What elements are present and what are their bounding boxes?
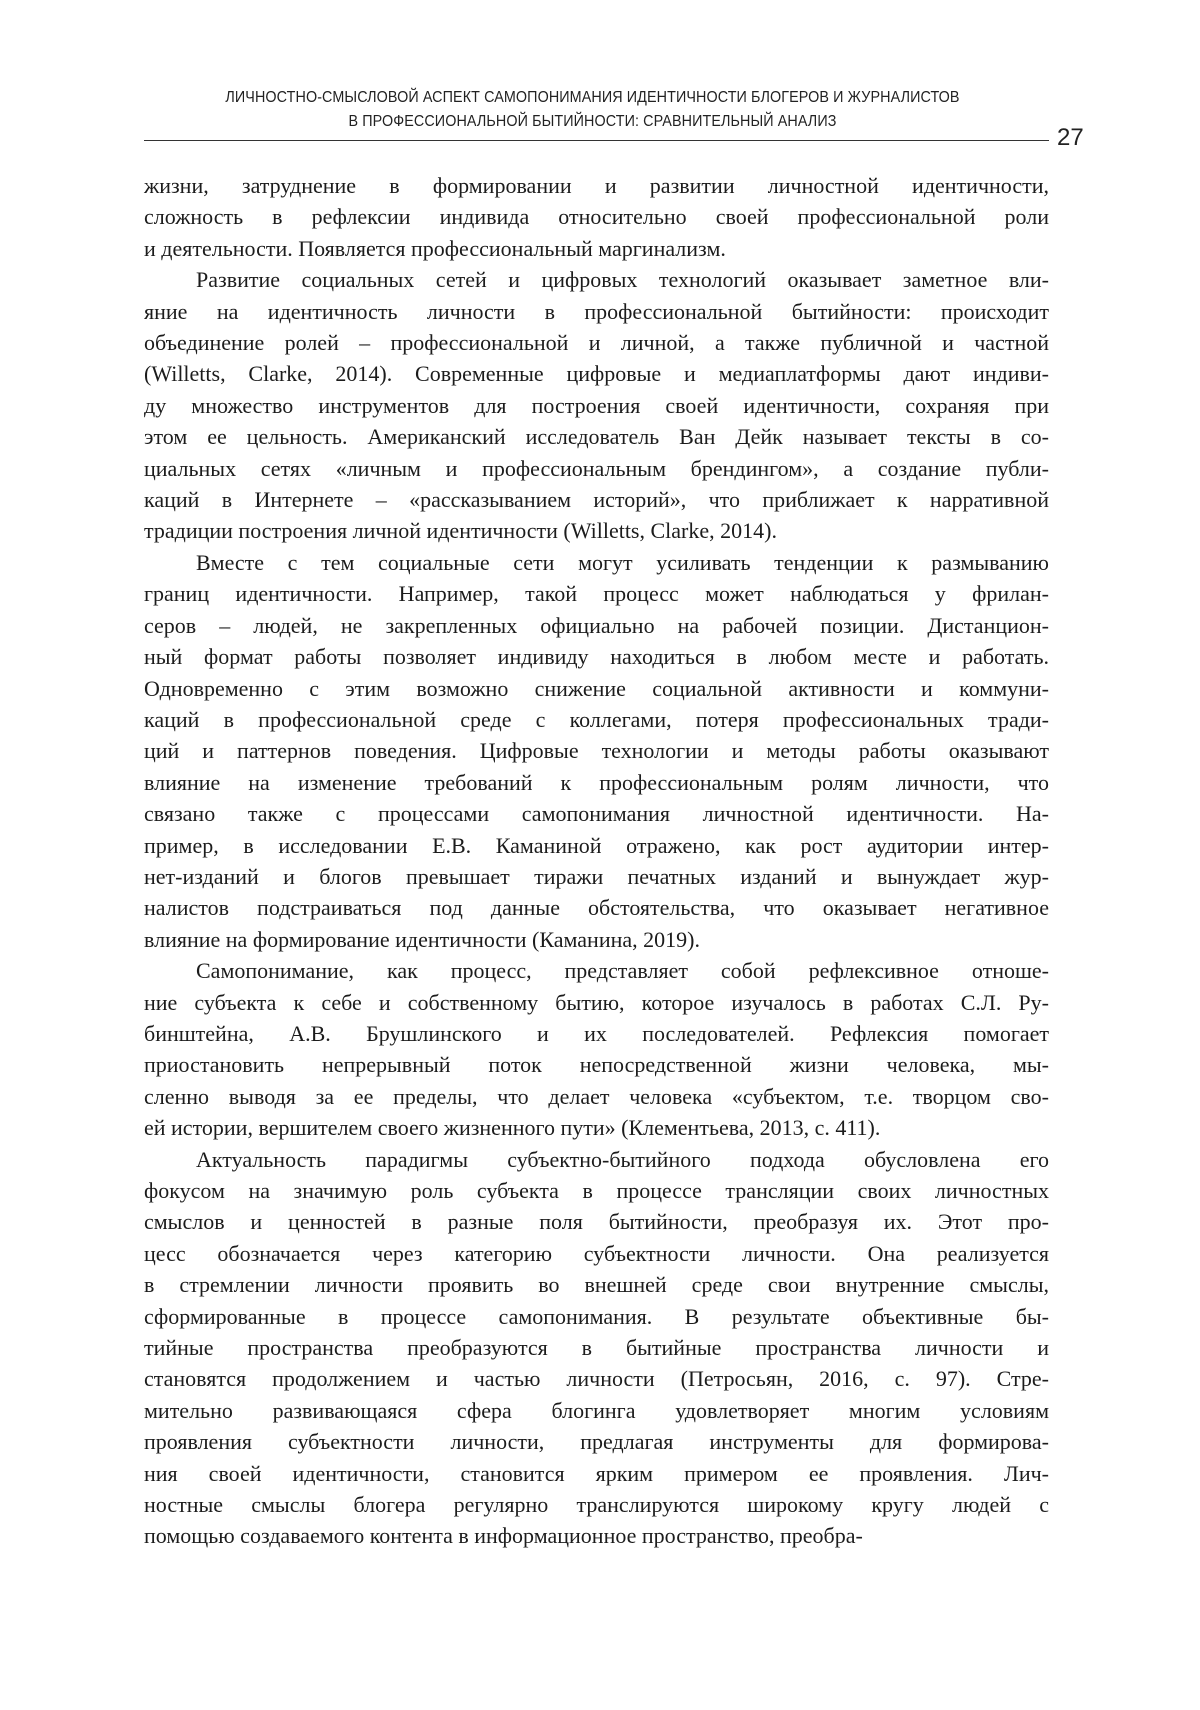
header-rule	[144, 140, 1049, 141]
text-line: сложность в рефлексии индивида относительно своей профессиональной роли	[144, 204, 1049, 230]
text-line: ей истории, вершителем своего жизненного пути» (Клементьева, 2013, с. 411).	[144, 1115, 881, 1141]
paragraph-2	[144, 264, 1049, 547]
text-line: ду множество инструментов для построения своей идентичности, сохраняя при	[144, 392, 1049, 418]
text-line: (Willetts, Clarke, 2014). Современные цифровые и медиаплатформы дают индиви-	[144, 361, 1049, 387]
text-line: влияние на изменение требований к профессиональным ролям личности, что	[144, 769, 1049, 795]
text-line: в стремлении личности проявить во внешней среде свои внутренние смыслы,	[144, 1272, 1049, 1298]
text-line: традиции построения личной идентичности (Willetts, Clarke, 2014).	[144, 518, 777, 544]
text-line: помощью создаваемого контента в информационное пространство, преобра-	[144, 1523, 863, 1549]
running-head-line-1: ЛИЧНОСТНО-СМЫСЛОВОЙ АСПЕКТ САМОПОНИМАНИЯ ИДЕНТИЧНОСТИ БЛОГЕРОВ И ЖУРНАЛИСТОВ	[225, 89, 960, 106]
text-line: объединение ролей – профессиональной и личной, а также публичной и частной	[144, 330, 1049, 356]
text-line: проявления субъектности личности, предлагая инструменты для формирова-	[144, 1429, 1049, 1455]
text-line: приостановить непрерывный поток непосредственной жизни человека, мы-	[144, 1052, 1049, 1078]
text-line: каций в профессиональной среде с коллегами, потеря профессиональных тради-	[144, 706, 1049, 732]
paragraph-4	[144, 955, 1049, 1143]
text-line: становятся продолжением и частью личности (Петросьян, 2016, с. 97). Стре-	[144, 1366, 1049, 1392]
text-line: границ идентичности. Например, такой процесс может наблюдаться у фрилан-	[144, 581, 1049, 607]
running-head-line-2: В ПРОФЕССИОНАЛЬНОЙ БЫТИЙНОСТИ: СРАВНИТЕЛЬНЫЙ АНАЛИЗ	[348, 113, 837, 130]
text-line: циальных сетях «личным и профессиональным брендингом», а создание публи-	[144, 455, 1049, 481]
text-line: бинштейна, А.В. Брушлинского и их последователей. Рефлексия помогает	[144, 1020, 1049, 1046]
text-line: связано также с процессами самопонимания личностной идентичности. На-	[144, 801, 1049, 827]
text-line: Самопонимание, как процесс, представляет собой рефлексивное отноше-	[196, 958, 1049, 984]
text-line: цесс обозначается через категорию субъектности личности. Она реализуется	[144, 1240, 1049, 1266]
paragraph-3	[144, 547, 1049, 955]
text-line: и деятельности. Появляется профессиональный маргинализм.	[144, 235, 726, 261]
text-line: этом ее цельность. Американский исследователь Ван Дейк называет тексты в со-	[144, 424, 1049, 450]
text-line: фокусом на значимую роль субъекта в процессе трансляции своих личностных	[144, 1178, 1049, 1203]
text-line: налистов подстраиваться под данные обстоятельства, что оказывает негативное	[144, 895, 1049, 921]
text-line: ностные смыслы блогера регулярно транслируются широкому кругу людей с	[144, 1492, 1049, 1518]
text-line: жизни, затруднение в формировании и развитии личностной идентичности,	[144, 173, 1049, 198]
text-line: Одновременно с этим возможно снижение социальной активности и коммуни-	[144, 675, 1049, 701]
text-line: мительно развивающаяся сфера блогинга удовлетворяет многим условиям	[144, 1397, 1049, 1423]
text-line: Актуальность парадигмы субъектно-бытийного подхода обусловлена его	[196, 1146, 1049, 1172]
text-line: нет-изданий и блогов превышает тиражи печатных изданий и вынуждает жур-	[144, 863, 1049, 889]
text-line: ций и паттернов поведения. Цифровые технологии и методы работы оказывают	[144, 738, 1049, 764]
text-line: тийные пространства преобразуются в бытийные пространства личности и	[144, 1335, 1049, 1361]
text-line: каций в Интернете – «рассказыванием историй», что приближает к нарративной	[144, 487, 1049, 513]
text-line: серов – людей, не закрепленных официально на рабочей позиции. Дистанцион-	[144, 612, 1049, 638]
text-line: ния своей идентичности, становится ярким примером ее проявления. Лич-	[144, 1460, 1049, 1486]
paragraph-1	[144, 170, 1049, 264]
page-number: 27	[1057, 124, 1084, 151]
text-line: влияние на формирование идентичности (Каманина, 2019).	[144, 926, 700, 952]
text-line: ние субъекта к себе и собственному бытию, которое изучалось в работах С.Л. Ру-	[144, 989, 1049, 1015]
text-line: сленно выводя за ее пределы, что делает человека «субъектом, т.е. творцом сво-	[144, 1083, 1049, 1109]
text-line: Вместе с тем социальные сети могут усиливать тенденции к размыванию	[196, 549, 1049, 575]
text-line: яние на идентичность личности в профессиональной бытийности: происходит	[144, 298, 1049, 324]
text-line: пример, в исследовании Е.В. Каманиной отражено, как рост аудитории интер-	[144, 832, 1049, 858]
text-line: Развитие социальных сетей и цифровых технологий оказывает заметное вли-	[196, 267, 1049, 293]
paragraph-5	[144, 1144, 1049, 1552]
body-text	[144, 170, 1049, 1552]
text-line: смыслов и ценностей в разные поля бытийности, преобразуя их. Этот про-	[144, 1209, 1049, 1235]
text-line: сформированные в процессе самопонимания. В результате объективные бы-	[144, 1303, 1049, 1329]
text-line: ный формат работы позволяет индивиду находиться в любом месте и работать.	[144, 644, 1049, 670]
running-head	[176, 86, 1009, 134]
